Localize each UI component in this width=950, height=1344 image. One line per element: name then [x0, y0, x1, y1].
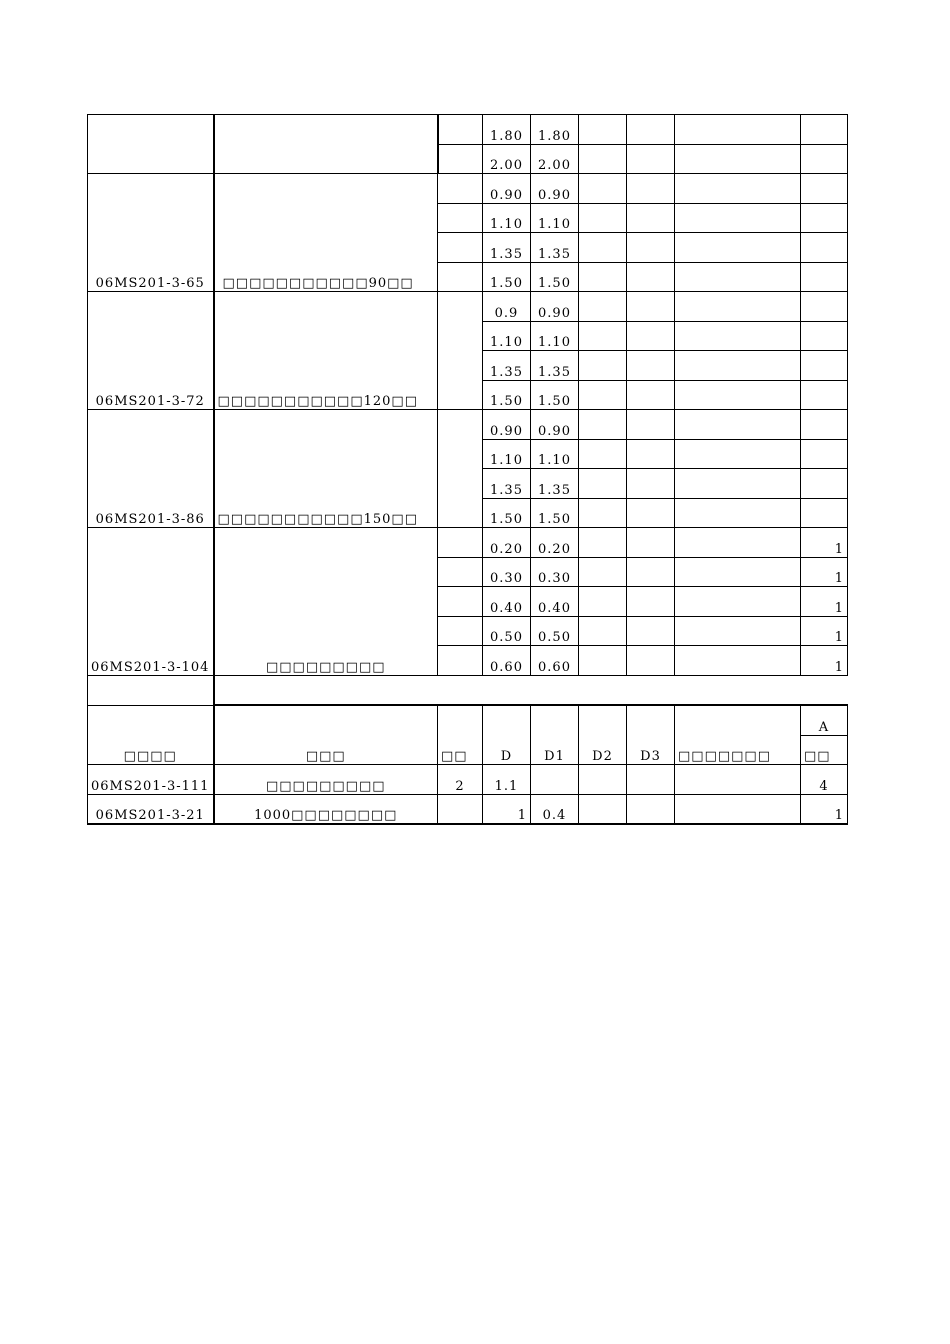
d1-cell: 1.10: [531, 203, 579, 233]
table-row: [88, 528, 848, 558]
d1-cell: 1.35: [531, 469, 579, 499]
d1-cell: 1.10: [531, 439, 579, 469]
table-row: [88, 174, 848, 204]
a-cell: 4: [801, 765, 848, 795]
name-cell: □□□□□□□□□□□120□□: [214, 292, 438, 410]
d1-cell: 0.40: [531, 587, 579, 617]
table-row: [88, 765, 848, 795]
code-cell: 06MS201-3-21: [88, 794, 214, 824]
name-cell: [214, 115, 438, 174]
code-cell: [88, 115, 214, 174]
table-row: [88, 410, 848, 440]
d1-cell: 0.90: [531, 410, 579, 440]
name-cell: □□□□□□□□□□□90□□: [214, 174, 438, 292]
d-cell: 0.30: [483, 557, 531, 587]
header-a: A: [801, 705, 848, 735]
header-d2: D2: [579, 705, 627, 765]
d-cell: 1: [483, 794, 531, 824]
d-cell: 1.50: [483, 498, 531, 528]
a-cell: 1: [801, 587, 848, 617]
d1-cell: 0.30: [531, 557, 579, 587]
header-d: D: [483, 705, 531, 765]
d-cell: 1.10: [483, 321, 531, 351]
name-cell: □□□□□□□□□: [214, 528, 438, 676]
name-cell: 1000□□□□□□□□: [214, 794, 438, 824]
d-cell: 0.90: [483, 410, 531, 440]
code-cell: 06MS201-3-104: [88, 528, 214, 676]
d1-cell: 1.35: [531, 351, 579, 381]
d-cell: 0.90: [483, 174, 531, 204]
header-qty: □□: [438, 705, 483, 765]
d1-cell: 0.90: [531, 174, 579, 204]
table-row: [88, 292, 848, 322]
name-cell: □□□□□□□□□□□150□□: [214, 410, 438, 528]
d-cell: 1.10: [483, 203, 531, 233]
d1-cell: 1.50: [531, 380, 579, 410]
blank-row: [88, 675, 848, 705]
d1-cell: 1.80: [531, 115, 579, 145]
d1-cell: 1.35: [531, 233, 579, 263]
d-cell: 1.50: [483, 262, 531, 292]
d-cell: 0.50: [483, 616, 531, 646]
a-cell: 1: [801, 794, 848, 824]
table-row: [88, 794, 848, 824]
qty-cell: [438, 794, 483, 824]
d1-cell: 0.90: [531, 292, 579, 322]
d-cell: 0.60: [483, 646, 531, 676]
d-cell: 1.10: [483, 439, 531, 469]
a-cell: 1: [801, 528, 848, 558]
name-cell: □□□□□□□□□: [214, 765, 438, 795]
d1-cell: 0.20: [531, 528, 579, 558]
header-d1: D1: [531, 705, 579, 765]
d-cell: 1.35: [483, 351, 531, 381]
d-cell: 0.20: [483, 528, 531, 558]
a-cell: 1: [801, 646, 848, 676]
header-a-sub: □□: [801, 735, 848, 765]
qty-cell: 2: [438, 765, 483, 795]
code-cell: 06MS201-3-72: [88, 292, 214, 410]
code-cell: 06MS201-3-111: [88, 765, 214, 795]
a-cell: 1: [801, 616, 848, 646]
d-cell: 2.00: [483, 144, 531, 174]
header-d3: D3: [627, 705, 675, 765]
d-cell: 1.35: [483, 233, 531, 263]
header-code: □□□□: [88, 705, 214, 765]
header-name: □□□: [214, 705, 438, 765]
table-row: [88, 115, 848, 145]
header-row: [88, 705, 848, 735]
code-cell: 06MS201-3-65: [88, 174, 214, 292]
d1-cell: 0.50: [531, 616, 579, 646]
d-cell: 1.35: [483, 469, 531, 499]
d-cell: 1.80: [483, 115, 531, 145]
data-table: [87, 114, 848, 825]
d-cell: 1.1: [483, 765, 531, 795]
d1-cell: 2.00: [531, 144, 579, 174]
d1-cell: [531, 765, 579, 795]
d-cell: 0.9: [483, 292, 531, 322]
d-cell: 0.40: [483, 587, 531, 617]
d1-cell: 1.10: [531, 321, 579, 351]
header-desc: □□□□□□□: [675, 705, 801, 765]
d1-cell: 1.50: [531, 262, 579, 292]
d1-cell: 0.60: [531, 646, 579, 676]
a-cell: 1: [801, 557, 848, 587]
d1-cell: 0.4: [531, 794, 579, 824]
d1-cell: 1.50: [531, 498, 579, 528]
code-cell: 06MS201-3-86: [88, 410, 214, 528]
d-cell: 1.50: [483, 380, 531, 410]
